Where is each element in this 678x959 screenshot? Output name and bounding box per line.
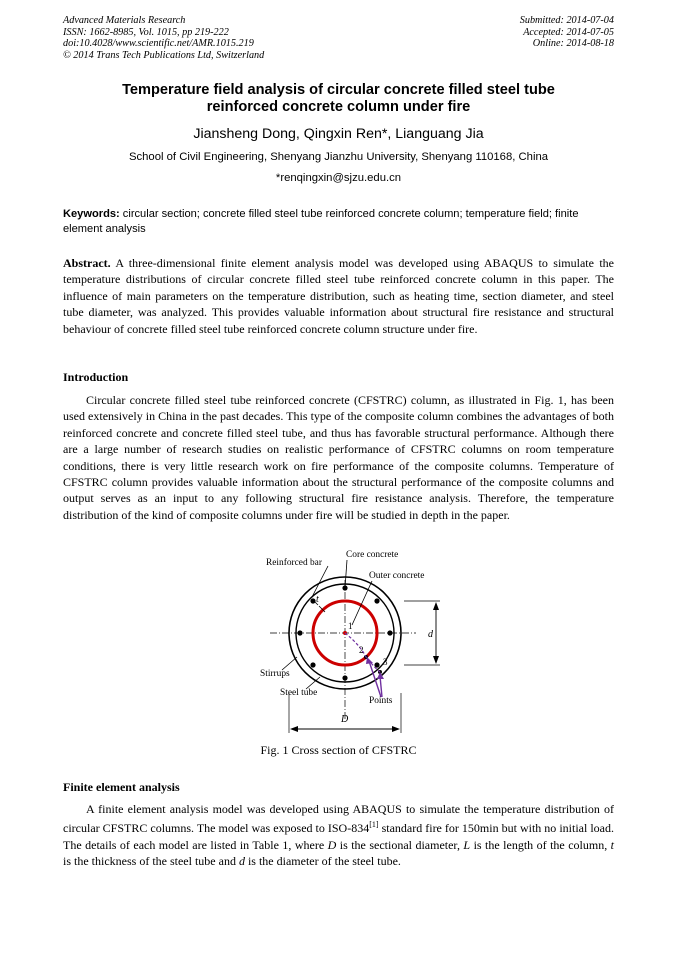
bar [310,662,315,667]
arrowhead [433,602,439,610]
abstract [63,255,614,337]
fea-text-2: standard fire for 150min but with no initial load. The details of each model are listed in Table 1, where [63,821,614,852]
keywords-text: circular section; concrete filled steel tube reinforced concrete column; temperature field; finite element analysis [63,208,579,235]
abstract-text: A three-dimensional finite element analysis model was developed using ABAQUS to simulate the temperature distributions of circular concrete filled steel tube reinforced concrete column in this paper. The influence of main parameters on the temperature distribution, such as heating time, section diameter, and steel tube diameter, was analyzed. This provides valuable information about structural fire resistance and structural behaviour of concrete filled steel tube reinforced concrete column structure under fire. [63,256,614,336]
authors: Jiansheng Dong, Qingxin Ren*, Lianguang Jia [193,126,484,142]
var-t: t [610,837,615,852]
copyright: © 2014 Trans Tech Publications Ltd, Switzerland [63,49,265,61]
fea-text-4: is the length of the column, [470,837,611,852]
figure-caption: Fig. 1 Cross section of CFSTRC [260,743,417,757]
title-line-2: reinforced concrete column under fire [206,99,471,115]
fea-text-6: is the diameter of the steel tube. [244,854,401,869]
header-right [520,15,614,50]
arrowhead [290,726,298,732]
bar [387,630,392,635]
cross-section-figure [240,545,480,740]
arrowhead [392,726,400,732]
bar [310,598,315,603]
arrowhead [377,672,384,679]
email-link[interactable]: *renqingxin@sjzu.edu.cn [275,172,402,184]
fea-text-5: is the thickness of the steel tube and [63,854,239,869]
label-points: Points [369,696,393,706]
keywords [63,207,618,236]
fea-paragraph [63,801,614,870]
label-D: D [341,714,349,725]
intro-paragraph: Circular concrete filled steel tube reinforced concrete (CFSTRC) column, as illustrated in Fig. 1, has been used extensively in China in the past decades. This type of the composite column combines the advantages of both reinforced concrete and concrete filled steel tube, and thus has favorable structural performance. Although there are a large number of research studies on realistic performance of CFSTRC columns on room temperature conditions, there is very little research work on fire performance of the composite columns. Temperature of CFSTRC column provides valuable information about the structural performance of the composite columns and output serves as an input to any following structural fire resistance analysis. Therefore, the temperature distribution of the kind of composite columns under fire will be studied in depth in the paper. [63,393,614,522]
title-line-1: Temperature field analysis of circular concrete filled steel tube [122,82,555,98]
abstract-label: Abstract. [63,256,111,270]
fea-text-1: A finite element analysis model was developed using ABAQUS to simulate the temperature distribution of circular CFSTRC columns. The model was exposed to ISO-834 [63,802,614,836]
fea-heading: Finite element analysis [63,780,180,794]
reinforced-bar-leader [312,566,328,597]
journal-name: Advanced Materials Research [63,15,186,26]
label-stirrups: Stirrups [260,669,290,679]
var-L: L [463,837,471,852]
label-point-2: 2 [359,645,364,655]
arrowhead [433,656,439,664]
reference-1[interactable]: [1] [369,820,379,830]
label-reinforced-bar: Reinforced bar [266,558,322,568]
bar [374,598,379,603]
label-point-3: 3 [383,657,388,667]
issn: ISSN: 1662-8985, Vol. 1015, pp 219-222 [63,26,229,38]
arrowhead [366,657,373,664]
var-d: d [238,854,245,869]
doi-link[interactable]: doi:10.4028/www.scientific.net/AMR.1015.219 [63,38,254,50]
submitted-date: Submitted: 2014-07-04 [519,15,614,26]
bar [297,630,302,635]
paper-title [63,82,614,116]
fea-text-3: is the sectional diameter, [336,837,464,852]
intro-heading: Introduction [63,370,129,384]
label-point-1: 1 [348,621,353,631]
online-date: Online: 2014-08-18 [532,38,614,50]
accepted-date: Accepted: 2014-07-05 [523,26,614,38]
affiliation: School of Civil Engineering, Shenyang Jianzhu University, Shenyang 110168, China [128,151,549,163]
label-d: d [428,629,433,640]
var-D: D [327,837,337,852]
label-core-concrete: Core concrete [346,550,399,560]
label-outer-concrete: Outer concrete [369,571,425,581]
label-t: t [316,594,319,605]
label-steel-tube: Steel tube [280,688,318,698]
keywords-label: Keywords: [63,208,120,220]
bar [342,675,347,680]
header-left [63,15,264,61]
